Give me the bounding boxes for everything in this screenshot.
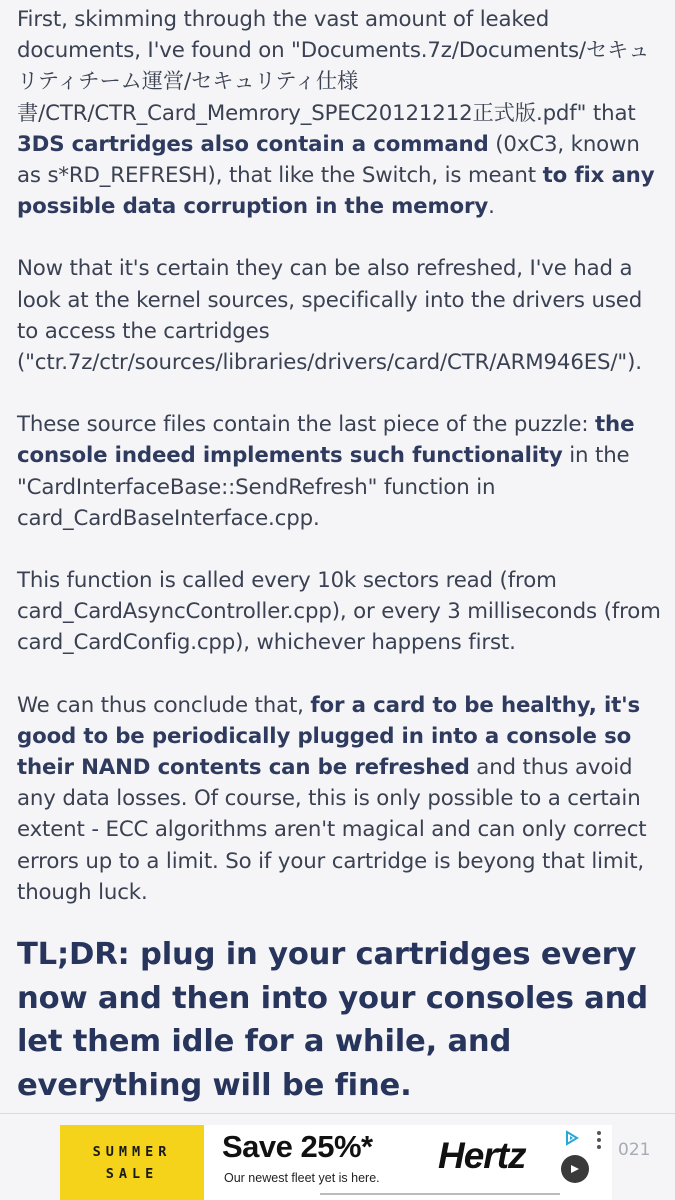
promo-line-1: SUMMER	[92, 1143, 172, 1160]
ad-headline[interactable]: Save 25%*	[222, 1129, 373, 1164]
arrow-right-icon	[568, 1162, 582, 1176]
text-run: .	[488, 194, 495, 220]
adchoices-icon[interactable]	[564, 1130, 580, 1146]
footer-year: 021	[618, 1140, 651, 1160]
bold-phrase: 3DS cartridges also contain a command	[17, 131, 489, 157]
bold-phrase: the console indeed implements such functionality	[17, 412, 635, 469]
text-run: in the "CardInterfaceBase::SendRefresh" function in card_CardBaseInterface.cpp.	[17, 443, 630, 531]
ad-fine-print	[320, 1192, 580, 1199]
text-run: and thus avoid any data losses. Of course, this is only possible to a certain extent - ECC algorithms aren't magical and can only correct errors up to a limit. So if your cartridge is beyong that limit, though luck.	[17, 755, 647, 905]
ad-arrow-icon[interactable]	[561, 1155, 589, 1183]
article-body	[17, 4, 662, 1107]
paragraph-source-files	[17, 409, 662, 534]
bold-phrase: to fix any possible data corruption in the memory	[17, 163, 655, 220]
text-run: First, skimming through the vast amount of leaked documents, I've found on "Documents.7z/Documents/セキュリティチーム運営/セキュリティ仕様書/CTR/CTR_Card_Memrory_SPEC20121212正式版.pdf" that	[17, 7, 650, 126]
hertz-logo[interactable]: Hertz	[438, 1135, 526, 1176]
tldr-heading: TL;DR: plug in your cartridges every now and then into your consoles and let them idle for a while, and everything will be fine.	[17, 937, 648, 1103]
summer-sale-panel[interactable]	[60, 1125, 204, 1200]
text-run: We can thus conclude that,	[17, 692, 311, 718]
ad-menu-icon[interactable]	[597, 1131, 603, 1149]
text-run: (0xC3, known as s*RD_REFRESH), that like the Switch, is meant	[17, 131, 640, 189]
paragraph-conclusion	[17, 690, 662, 908]
fine-print-texture	[320, 1192, 580, 1197]
paragraph-kernel-sources: Now that it's certain they can be also refreshed, I've had a look at the kernel sources, specifically into the drivers used to access the cartridges ("ctr.7z/ctr/sources/libraries/drivers/card/CTR/ARM946ES/").	[17, 256, 643, 376]
text-run: These source files contain the last piece of the puzzle:	[17, 412, 596, 438]
bold-phrase: for a card to be healthy, it's good to be periodically plugged in into a console so their NAND contents can be refreshed	[17, 692, 641, 781]
promo-line-2: SALE	[105, 1165, 159, 1182]
hertz-banner-ad[interactable]	[60, 1125, 612, 1200]
content-divider	[0, 1113, 675, 1114]
paragraph-leaked-documents	[17, 4, 662, 222]
ad-subline: Our newest fleet yet is here.	[224, 1171, 380, 1185]
paragraph-function-called: This function is called every 10k sectors read (from card_CardAsyncController.cpp), or every 3 milliseconds (from card_CardConfig.cpp), whichever happens first.	[17, 568, 661, 656]
